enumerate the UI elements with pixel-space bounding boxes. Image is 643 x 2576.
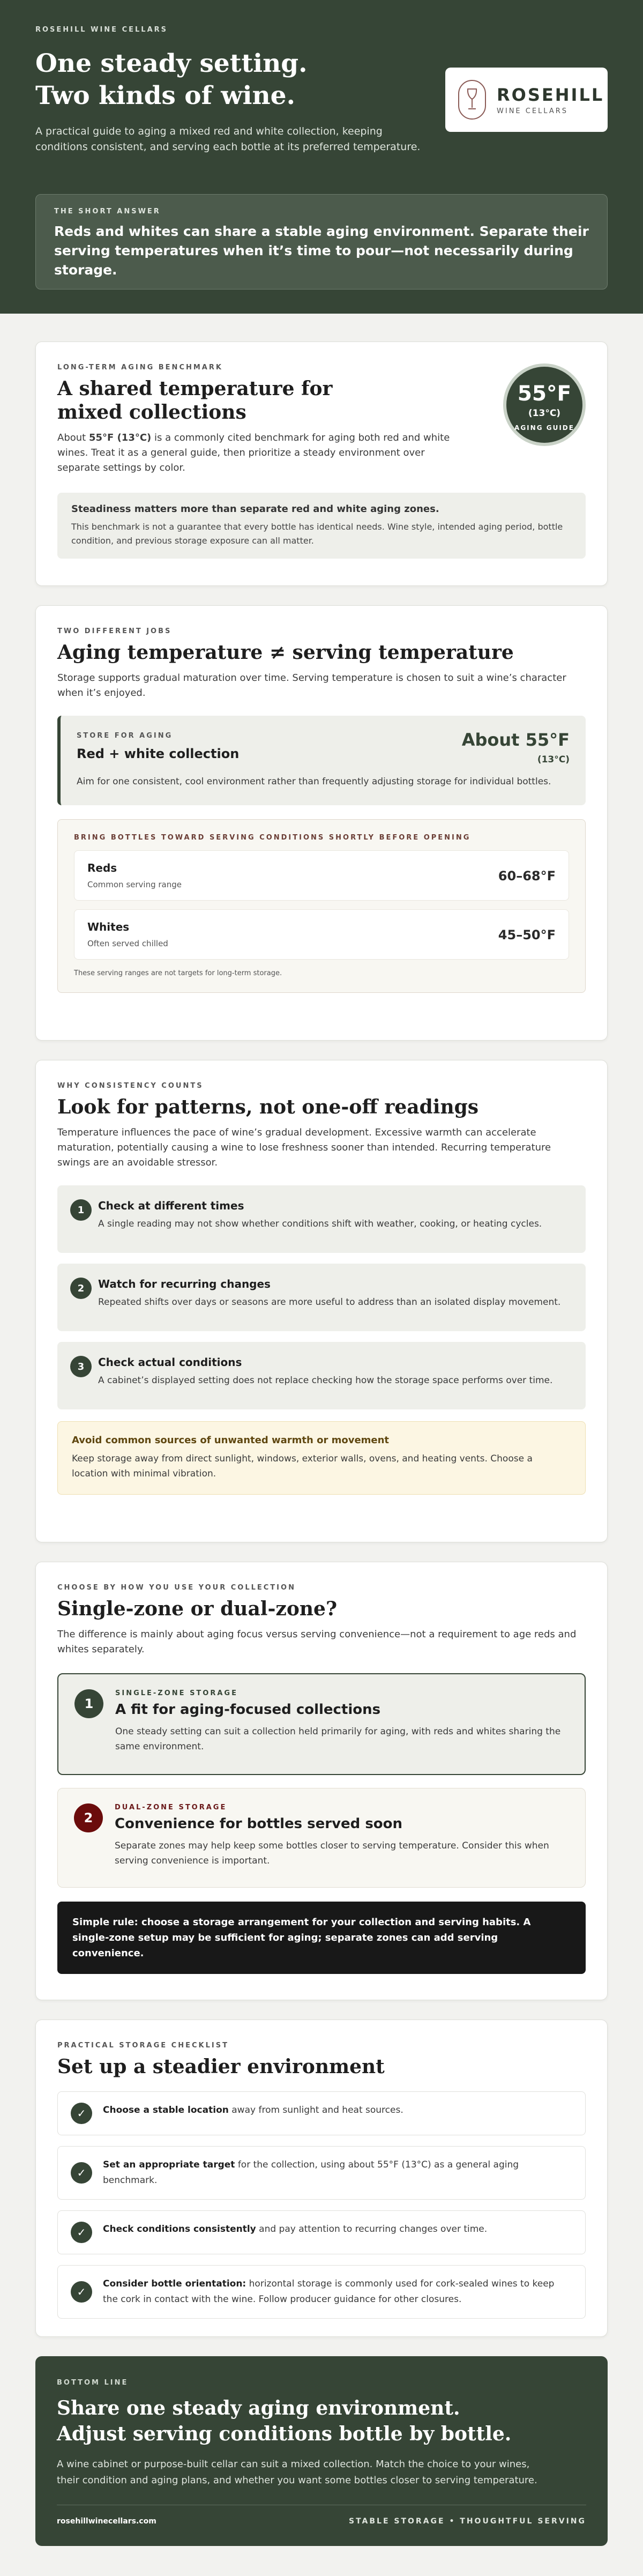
short-answer [35, 194, 608, 289]
zone-title: Convenience for bottles served soon [115, 1816, 403, 1832]
checklist-item [57, 2210, 586, 2254]
step-body: A cabinet’s displayed setting does not replace checking how the storage space performs over time. [98, 1375, 553, 1386]
footer-tagline: STABLE STORAGE • THOUGHTFUL SERVING [348, 2517, 586, 2526]
bottom-title [57, 2395, 586, 2447]
logo [445, 68, 608, 132]
warning-box [57, 1421, 586, 1495]
section-title: Look for patterns, not one-off readings [57, 1096, 479, 1118]
hero-subtitle: A practical guide to aging a mixed red and white collection, keeping conditions consistent, and serving each bottle at its preferred temperature. [35, 125, 421, 153]
section-intro: The difference is mainly about aging focus versus serving convenience—not a requirement to age reds and whites separately. [57, 1629, 577, 1655]
badge-label: AGING GUIDE [514, 424, 574, 432]
benchmark-card [35, 342, 608, 586]
zone-body: Separate zones may help keep some bottles closer to serving temperature. Consider this when serving convenience is important. [115, 1840, 549, 1866]
jobs-card [35, 605, 608, 1041]
zone-title: A fit for aging-focused collections [115, 1702, 381, 1718]
zone-number: 2 [74, 1803, 103, 1832]
section-kicker: LONG-TERM AGING BENCHMARK [57, 363, 223, 372]
check-bold: Set an appropriate target [103, 2159, 235, 2170]
warning-title: Avoid common sources of unwanted warmth or movement [72, 1435, 390, 1446]
check-icon: ✓ [71, 2281, 92, 2303]
step-number: 2 [70, 1278, 92, 1299]
check-icon: ✓ [71, 2162, 92, 2184]
check-bold: Consider bottle orientation: [103, 2278, 246, 2289]
wine-glass-icon [458, 80, 486, 120]
bottom-line [35, 2356, 608, 2546]
section-kicker: TWO DIFFERENT JOBS [57, 627, 172, 635]
dual-zone-option [57, 1788, 586, 1888]
store-body: Aim for one consistent, cool environment rather than frequently adjusting storage for individual bottles. [77, 776, 551, 787]
zone-kicker: SINGLE-ZONE STORAGE [115, 1689, 238, 1697]
check-rest: away from sunlight and heat sources. [228, 2105, 403, 2115]
check-bold: Choose a stable location [103, 2105, 229, 2115]
section-intro [57, 430, 470, 476]
bottom-body: A wine cabinet or purpose-built cellar can suit a mixed collection. Match the choice to your wines, their condition and aging plans, and whether you want some bottles closer to serving temperature. [57, 2459, 537, 2486]
check-icon: ✓ [71, 2103, 92, 2124]
serve-range: 45–50°F [498, 927, 556, 942]
step-title: Check actual conditions [98, 1356, 242, 1369]
store-temp-c: (13°C) [537, 754, 570, 765]
store-for-aging-box [57, 716, 586, 805]
intro-suffix: is a commonly cited benchmark for aging both red and white wines. Treat it as a general guide, then prioritize a steady environment over separate settings by color. [57, 432, 450, 473]
website-link[interactable]: rosehillwinecellars.com [57, 2517, 156, 2526]
serve-name: Whites [87, 920, 130, 933]
section-intro: Temperature influences the pace of wine’s gradual development. Excessive warmth can accelerate maturation, potentially causing a wine to lose freshness sooner than intended. Recurring temperature swings are an avoidable stressor. [57, 1127, 551, 1168]
zone-body: One steady setting can suit a collection held primarily for aging, with reds and whites sharing the same environment. [115, 1726, 561, 1752]
hero-title-line2: Two kinds of wine. [35, 81, 295, 110]
section-title: A shared temperature for mixed collections [57, 377, 333, 424]
section-kicker: CHOOSE BY HOW YOU USE YOUR COLLECTION [57, 1584, 296, 1592]
simple-rule: Simple rule: choose a storage arrangement for your collection and serving habits. A single-zone setup may be sufficient for aging; separate zones can add serving convenience. [57, 1902, 586, 1974]
badge-celsius: (13°C) [528, 408, 561, 419]
step-title: Watch for recurring changes [98, 1278, 271, 1290]
step-body: A single reading may not show whether conditions shift with weather, cooking, or heating cycles. [98, 1219, 542, 1229]
section-kicker: PRACTICAL STORAGE CHECKLIST [57, 2042, 229, 2050]
checklist-item [57, 2146, 586, 2200]
consistency-card [35, 1060, 608, 1542]
check-rest: horizontal storage is commonly used for cork-sealed wines to keep the cork in contact with the wine. Follow producer guidance for other closures. [103, 2278, 555, 2305]
section-intro: Storage supports gradual maturation over time. Serving temperature is chosen to suit a wine’s character when it’s enjoyed. [57, 672, 566, 699]
aging-badge [503, 363, 586, 446]
serve-row-whites [74, 909, 569, 960]
serve-desc: Common serving range [87, 880, 182, 889]
benchmark-note [57, 493, 586, 559]
main-content [0, 314, 643, 2546]
zone-number: 1 [74, 1689, 103, 1718]
note-body: This benchmark is not a guarantee that every bottle has identical needs. Wine style, intended aging period, bottle condition, and previous storage exposure can all matter. [71, 522, 563, 546]
logo-name: ROSEHILL [497, 84, 604, 105]
badge-temp: 55°F [517, 382, 572, 406]
step-title: Check at different times [98, 1199, 244, 1212]
note-title: Steadiness matters more than separate red and white aging zones. [71, 503, 439, 515]
short-answer-kicker: THE SHORT ANSWER [54, 207, 161, 216]
hero-title-line1: One steady setting. [35, 49, 308, 78]
warning-body: Keep storage away from direct sunlight, windows, exterior walls, ovens, and heating vents. Choose a location with minimal vibration. [72, 1453, 533, 1479]
serve-name: Reds [87, 862, 117, 874]
step-item [57, 1342, 586, 1409]
step-item [57, 1264, 586, 1331]
check-rest: for the collection, using about 55°F (13°C) as a general aging benchmark. [103, 2159, 519, 2186]
checklist-item [57, 2265, 586, 2319]
step-number: 3 [70, 1356, 92, 1377]
section-title: Aging temperature ≠ serving temperature [57, 641, 514, 664]
hero [0, 0, 643, 314]
bottom-title-line1: Share one steady aging environment. [57, 2397, 460, 2419]
step-body: Repeated shifts over days or seasons are more useful to address than an isolated display movement. [98, 1297, 561, 1308]
section-title: Single-zone or dual-zone? [57, 1598, 338, 1620]
footer-bar [57, 2505, 586, 2526]
serve-desc: Often served chilled [87, 939, 168, 948]
store-kicker: STORE FOR AGING [77, 732, 173, 740]
check-bold: Check conditions consistently [103, 2224, 256, 2234]
intro-prefix: About [57, 432, 89, 443]
store-temp [462, 730, 570, 765]
section-title: Set up a steadier environment [57, 2055, 385, 2078]
section-kicker: WHY CONSISTENCY COUNTS [57, 1082, 204, 1090]
single-zone-option [57, 1673, 586, 1775]
store-title: Red + white collection [77, 746, 240, 761]
zones-card [35, 1562, 608, 2000]
intro-benchmark: 55°F (13°C) [88, 432, 152, 443]
serve-footnote: These serving ranges are not targets for long-term storage. [74, 969, 282, 977]
serve-kicker: BRING BOTTLES TOWARD SERVING CONDITIONS SHORTLY BEFORE OPENING [74, 834, 471, 842]
step-number: 1 [70, 1199, 92, 1221]
serve-row-reds [74, 850, 569, 901]
step-item [57, 1185, 586, 1253]
short-answer-text: Reds and whites can share a stable aging environment. Separate their serving temperatures when it’s time to pour—not necessarily during storage. [54, 224, 589, 278]
checklist-card [35, 2020, 608, 2337]
hero-title [35, 48, 421, 112]
store-temp-f: About 55°F [461, 730, 570, 750]
bottom-kicker: BOTTOM LINE [57, 2379, 129, 2387]
checklist-item [57, 2091, 586, 2135]
brand-kicker: ROSEHILL WINE CELLARS [35, 26, 168, 34]
check-icon: ✓ [71, 2222, 92, 2243]
zone-kicker: DUAL-ZONE STORAGE [115, 1803, 227, 1812]
serving-box [57, 819, 586, 993]
serve-range: 60–68°F [498, 868, 556, 884]
check-rest: and pay attention to recurring changes over time. [256, 2224, 488, 2234]
logo-tagline: WINE CELLARS [497, 107, 569, 115]
bottom-title-line2: Adjust serving conditions bottle by bottle. [57, 2423, 512, 2445]
